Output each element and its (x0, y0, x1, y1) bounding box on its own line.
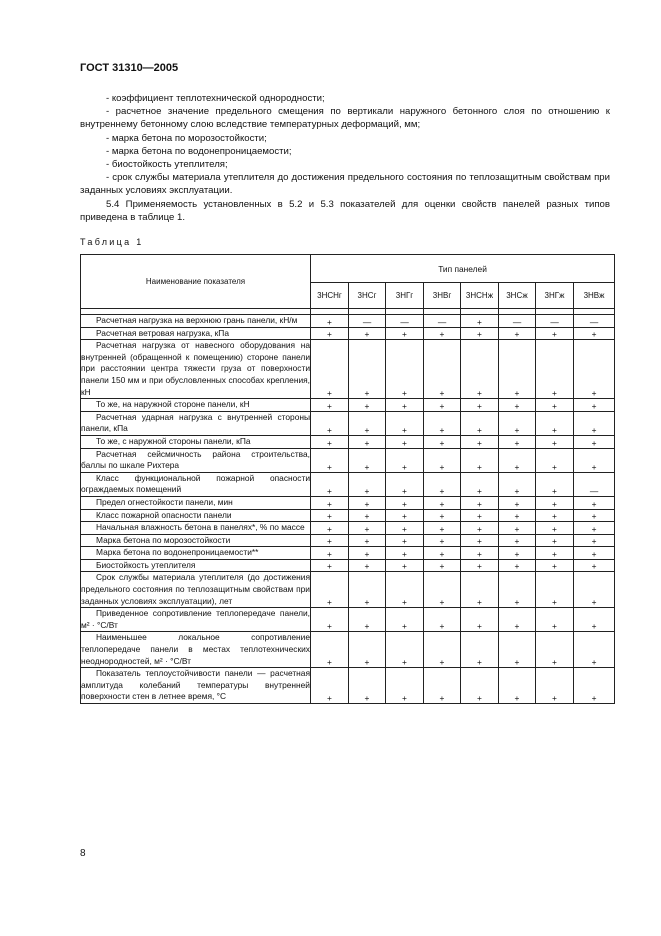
indicator-name-cell (81, 509, 311, 522)
table-row (81, 327, 615, 340)
applicability-cell: + (349, 472, 386, 496)
indicator-name-cell (81, 411, 311, 435)
bullet-item: - расчетное значение предельного смещения по вертикали наружного бетонного слоя по отношению к внутреннему бетонному слою вследствие температурных деформаций, мм; (80, 106, 610, 131)
indicator-name: Биостойкость утеплителя (96, 559, 196, 570)
applicability-cell: + (461, 315, 499, 328)
table-row (81, 448, 615, 472)
applicability-cell: + (311, 435, 349, 448)
table-row (81, 315, 615, 328)
indicator-name: Класс пожарной опасности панели (96, 509, 232, 520)
table-row (81, 572, 615, 608)
applicability-cell: + (499, 668, 536, 704)
applicability-cell: + (461, 496, 499, 509)
indicator-name-cell (81, 327, 311, 340)
indicators-table (80, 254, 615, 704)
header-panel-types: Тип панелей (311, 255, 615, 283)
applicability-cell: + (461, 534, 499, 547)
applicability-cell: + (499, 534, 536, 547)
applicability-cell: + (386, 472, 424, 496)
applicability-cell: + (574, 559, 615, 572)
applicability-cell: + (536, 411, 574, 435)
applicability-cell: + (424, 559, 461, 572)
type-header-cell: 3НСж (499, 283, 536, 309)
applicability-cell: + (349, 608, 386, 632)
applicability-cell: — (536, 315, 574, 328)
indicator-name: Наименьшее локальное сопротивление теплопередаче панели в местах теплотехнических неоднородностей, м² · °С/Вт (81, 632, 310, 666)
applicability-cell: + (536, 632, 574, 668)
applicability-cell: + (574, 572, 615, 608)
applicability-cell: + (311, 411, 349, 435)
applicability-cell: + (499, 632, 536, 668)
indicator-name: То же, с наружной стороны панели, кПа (96, 435, 251, 446)
applicability-cell: + (386, 534, 424, 547)
applicability-cell: — (386, 315, 424, 328)
applicability-cell: + (461, 448, 499, 472)
applicability-cell: — (499, 315, 536, 328)
indicator-name-cell (81, 608, 311, 632)
applicability-cell: + (461, 668, 499, 704)
intro-text (80, 92, 610, 224)
applicability-cell: + (536, 572, 574, 608)
table-row (81, 608, 615, 632)
applicability-cell: + (536, 327, 574, 340)
applicability-cell: + (574, 534, 615, 547)
indicator-name-cell (81, 340, 311, 399)
applicability-cell: + (386, 522, 424, 535)
table-caption: Таблица 1 (80, 237, 144, 247)
applicability-cell: + (424, 411, 461, 435)
page-number: 8 (80, 848, 86, 859)
applicability-cell: + (461, 547, 499, 560)
applicability-cell: + (311, 559, 349, 572)
applicability-cell: + (536, 608, 574, 632)
type-header-cell: 3НВж (574, 283, 615, 309)
applicability-cell: + (461, 340, 499, 399)
table-row (81, 435, 615, 448)
indicator-name: Марка бетона по водонепроницаемости** (96, 547, 259, 558)
indicator-name-cell (81, 435, 311, 448)
applicability-cell: + (536, 547, 574, 560)
applicability-cell: + (424, 608, 461, 632)
applicability-cell: + (536, 534, 574, 547)
indicator-name-cell (81, 472, 311, 496)
applicability-cell: + (536, 509, 574, 522)
applicability-cell: — (424, 315, 461, 328)
applicability-cell: + (536, 472, 574, 496)
applicability-cell: + (311, 399, 349, 412)
indicator-name-cell (81, 315, 311, 328)
applicability-cell: + (536, 435, 574, 448)
applicability-cell: — (349, 315, 386, 328)
indicator-name-cell (81, 632, 311, 668)
indicator-name: Предел огнестойкости панели, мин (96, 496, 233, 507)
applicability-cell: + (349, 668, 386, 704)
header-name: Наименование показателя (81, 255, 311, 309)
applicability-cell: + (424, 534, 461, 547)
applicability-cell: + (536, 399, 574, 412)
indicator-name: Показатель теплоустойчивости панели — расчетная амплитуда колебаний температуры внутренней поверхности стен в летнее время, °С (81, 668, 310, 702)
applicability-cell: + (424, 572, 461, 608)
applicability-cell: + (499, 522, 536, 535)
table-row (81, 632, 615, 668)
table-row (81, 399, 615, 412)
indicator-name-cell (81, 448, 311, 472)
applicability-cell: + (499, 608, 536, 632)
indicator-name-cell (81, 534, 311, 547)
table-row (81, 509, 615, 522)
type-header-cell: 3НСНг (311, 283, 349, 309)
applicability-cell: + (574, 509, 615, 522)
table-row (81, 559, 615, 572)
applicability-cell: + (349, 340, 386, 399)
indicator-name-cell (81, 522, 311, 535)
indicator-name: Марка бетона по морозостойкости (96, 534, 231, 545)
applicability-cell: + (349, 547, 386, 560)
type-header-cell: 3НСНж (461, 283, 499, 309)
applicability-cell: + (461, 632, 499, 668)
bullet-item: - марка бетона по водонепроницаемости; (106, 145, 292, 157)
applicability-cell: + (536, 340, 574, 399)
indicator-name: Начальная влажность бетона в панелях*, % по массе (96, 522, 305, 533)
applicability-cell: + (574, 496, 615, 509)
applicability-cell: + (311, 547, 349, 560)
indicator-name: Расчетная ветровая нагрузка, кПа (96, 327, 229, 338)
applicability-cell: + (311, 448, 349, 472)
applicability-cell: + (311, 509, 349, 522)
applicability-cell: + (461, 608, 499, 632)
applicability-cell: + (386, 608, 424, 632)
applicability-cell: + (499, 340, 536, 399)
applicability-cell: + (461, 327, 499, 340)
applicability-cell: + (349, 522, 386, 535)
applicability-cell: + (311, 632, 349, 668)
indicator-name-cell (81, 668, 311, 704)
applicability-cell: + (311, 340, 349, 399)
applicability-cell: + (424, 496, 461, 509)
applicability-cell: + (499, 472, 536, 496)
applicability-cell: + (461, 411, 499, 435)
applicability-cell: + (311, 472, 349, 496)
applicability-cell: + (424, 522, 461, 535)
indicator-name-cell (81, 559, 311, 572)
applicability-cell: + (461, 572, 499, 608)
applicability-cell: + (349, 572, 386, 608)
applicability-cell: + (461, 522, 499, 535)
indicator-name-cell (81, 496, 311, 509)
applicability-cell: + (349, 496, 386, 509)
applicability-cell: + (499, 572, 536, 608)
table-row (81, 534, 615, 547)
indicator-name-cell (81, 572, 311, 608)
applicability-cell: + (424, 509, 461, 522)
applicability-cell: + (386, 399, 424, 412)
applicability-cell: + (386, 496, 424, 509)
applicability-cell: + (349, 435, 386, 448)
indicator-name: Расчетная ударная нагрузка с внутренней стороны панели, кПа (81, 411, 310, 434)
applicability-cell: + (574, 435, 615, 448)
table-body (81, 309, 615, 704)
applicability-cell: + (424, 547, 461, 560)
applicability-cell: + (424, 632, 461, 668)
applicability-cell: + (424, 472, 461, 496)
indicator-name: Срок службы материала утеплителя (до достижения предельного состояния по теплозащитным свойствам при заданных условиях эксплуатации), лет (81, 572, 310, 606)
bullet-item: - срок службы материала утеплителя до достижения предельного состояния по теплозащитным свойствам при заданных условиях эксплуатации. (80, 172, 610, 197)
document-header: ГОСТ 31310—2005 (80, 62, 179, 74)
applicability-cell: + (386, 509, 424, 522)
applicability-cell: — (574, 315, 615, 328)
applicability-cell: + (574, 340, 615, 399)
applicability-cell: + (574, 399, 615, 412)
applicability-cell: — (574, 472, 615, 496)
applicability-cell: + (386, 559, 424, 572)
applicability-cell: + (424, 668, 461, 704)
applicability-cell: + (574, 411, 615, 435)
table-row (81, 522, 615, 535)
section-paragraph: 5.4 Применяемость установленных в 5.2 и 5.3 показателей для оценки свойств панелей разных типов приведена в таблице 1. (80, 198, 610, 223)
indicator-name: Расчетная нагрузка от навесного оборудования на внутренней (обращенной к помещению) стороне панели при расстоянии центра тяжести груза от поверхности панели 150 мм и при обусловленных способах крепления, кН (81, 340, 310, 397)
applicability-cell: + (424, 399, 461, 412)
applicability-cell: + (386, 340, 424, 399)
applicability-cell: + (461, 472, 499, 496)
applicability-cell: + (461, 559, 499, 572)
applicability-cell: + (349, 327, 386, 340)
applicability-cell: + (499, 411, 536, 435)
applicability-cell: + (536, 559, 574, 572)
table-row (81, 411, 615, 435)
type-header-cell: 3НСг (349, 283, 386, 309)
applicability-cell: + (574, 448, 615, 472)
applicability-cell: + (574, 327, 615, 340)
indicator-name: Класс функциональной пожарной опасности ограждаемых помещений (81, 472, 310, 495)
applicability-cell: + (349, 559, 386, 572)
applicability-cell: + (311, 534, 349, 547)
applicability-cell: + (311, 572, 349, 608)
applicability-cell: + (536, 448, 574, 472)
applicability-cell: + (574, 632, 615, 668)
bullet-item: - биостойкость утеплителя; (106, 159, 228, 171)
applicability-cell: + (499, 547, 536, 560)
applicability-cell: + (499, 448, 536, 472)
applicability-cell: + (349, 534, 386, 547)
bullet-item: - коэффициент теплотехнической однородности; (106, 93, 325, 104)
applicability-cell: + (574, 668, 615, 704)
bullet-item: - марка бетона по морозостойкости; (106, 132, 267, 144)
applicability-cell: + (424, 448, 461, 472)
applicability-cell: + (574, 547, 615, 560)
applicability-cell: + (499, 399, 536, 412)
table-row (81, 547, 615, 560)
table-row (81, 496, 615, 509)
indicator-name: Приведенное сопротивление теплопередаче панели, м² · °С/Вт (81, 608, 310, 630)
applicability-cell: + (499, 496, 536, 509)
applicability-cell: + (499, 435, 536, 448)
applicability-cell: + (349, 411, 386, 435)
type-header-cell: 3НГг (386, 283, 424, 309)
applicability-cell: + (386, 435, 424, 448)
applicability-cell: + (386, 632, 424, 668)
applicability-cell: + (461, 399, 499, 412)
type-header-cell: 3НГж (536, 283, 574, 309)
applicability-cell: + (536, 522, 574, 535)
applicability-cell: + (536, 496, 574, 509)
table-row (81, 668, 615, 704)
applicability-cell: + (574, 522, 615, 535)
indicator-name-cell (81, 399, 311, 412)
applicability-cell: + (499, 327, 536, 340)
applicability-cell: + (574, 608, 615, 632)
applicability-cell: + (386, 572, 424, 608)
applicability-cell: + (311, 668, 349, 704)
applicability-cell: + (311, 315, 349, 328)
indicator-name-cell (81, 547, 311, 560)
applicability-cell: + (499, 509, 536, 522)
applicability-cell: + (349, 509, 386, 522)
applicability-cell: + (536, 668, 574, 704)
applicability-cell: + (386, 411, 424, 435)
applicability-cell: + (349, 399, 386, 412)
type-header-cell: 3НВг (424, 283, 461, 309)
applicability-cell: + (499, 559, 536, 572)
applicability-cell: + (349, 632, 386, 668)
applicability-cell: + (386, 327, 424, 340)
applicability-cell: + (424, 435, 461, 448)
applicability-cell: + (424, 327, 461, 340)
applicability-cell: + (311, 608, 349, 632)
indicator-name: Расчетная нагрузка на верхнюю грань панели, кН/м (96, 315, 298, 325)
table-row (81, 340, 615, 399)
applicability-cell: + (386, 448, 424, 472)
applicability-cell: + (461, 435, 499, 448)
applicability-cell: + (386, 547, 424, 560)
applicability-cell: + (461, 509, 499, 522)
indicator-name: То же, на наружной стороне панели, кН (96, 399, 250, 410)
indicator-name: Расчетная сейсмичность района строительства, баллы по шкале Рихтера (81, 448, 310, 471)
applicability-cell: + (386, 668, 424, 704)
applicability-cell: + (349, 448, 386, 472)
applicability-cell: + (311, 496, 349, 509)
applicability-cell: + (424, 340, 461, 399)
applicability-cell: + (311, 327, 349, 340)
table-row (81, 472, 615, 496)
applicability-cell: + (311, 522, 349, 535)
